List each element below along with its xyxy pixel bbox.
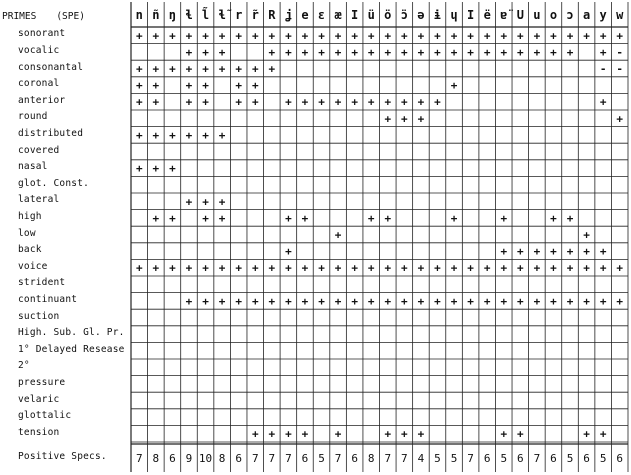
feature-mark: + bbox=[401, 45, 408, 59]
feature-mark: + bbox=[434, 29, 441, 43]
feature-mark: + bbox=[185, 261, 193, 275]
feature-mark: + bbox=[533, 245, 541, 259]
feature-mark: + bbox=[583, 261, 590, 275]
feature-mark: + bbox=[401, 261, 408, 275]
feature-mark: + bbox=[152, 261, 160, 275]
feature-mark: + bbox=[500, 427, 508, 441]
feature-mark: + bbox=[434, 95, 441, 109]
feature-mark: + bbox=[517, 427, 524, 441]
feature-mark: + bbox=[202, 195, 209, 209]
feature-mark: + bbox=[301, 211, 309, 225]
feature-mark: + bbox=[218, 211, 226, 225]
positive-spec-count: 7 bbox=[285, 452, 292, 465]
feature-label: sonorant bbox=[18, 28, 66, 40]
feature-mark: + bbox=[583, 245, 590, 259]
feature-mark: + bbox=[334, 45, 342, 59]
feature-label: tension bbox=[18, 426, 60, 438]
feature-mark: + bbox=[218, 128, 226, 142]
feature-mark: + bbox=[417, 29, 425, 43]
feature-mark: + bbox=[616, 294, 624, 308]
segment-header: ɛ bbox=[317, 8, 326, 22]
positive-spec-count: 6 bbox=[483, 452, 491, 465]
segment-header: ë bbox=[483, 8, 491, 22]
feature-mark: + bbox=[285, 95, 292, 109]
feature-mark: + bbox=[367, 95, 375, 109]
feature-mark: + bbox=[268, 261, 276, 275]
feature-mark: + bbox=[500, 29, 508, 43]
positive-spec-count: 6 bbox=[169, 452, 176, 465]
positive-spec-count: 7 bbox=[384, 452, 392, 465]
positive-spec-count: 5 bbox=[566, 452, 574, 465]
feature-mark: + bbox=[566, 29, 574, 43]
positive-spec-count: 6 bbox=[550, 452, 557, 465]
feature-mark: + bbox=[566, 45, 574, 59]
feature-mark: + bbox=[583, 294, 590, 308]
positive-spec-count: 7 bbox=[251, 452, 259, 465]
feature-label: pressure bbox=[18, 376, 66, 388]
feature-mark: + bbox=[334, 29, 342, 43]
feature-mark: + bbox=[450, 29, 458, 43]
feature-mark: + bbox=[218, 29, 226, 43]
feature-mark: + bbox=[169, 261, 176, 275]
feature-mark: + bbox=[268, 427, 276, 441]
feature-mark: + bbox=[152, 95, 160, 109]
feature-mark: + bbox=[185, 62, 193, 76]
feature-mark: + bbox=[517, 245, 524, 259]
feature-mark: + bbox=[367, 29, 375, 43]
segment-header: U bbox=[516, 8, 524, 22]
feature-mark: + bbox=[251, 29, 259, 43]
segment-header: o bbox=[549, 8, 558, 22]
positive-spec-count: 10 bbox=[198, 452, 213, 465]
feature-mark: + bbox=[185, 294, 193, 308]
feature-mark: + bbox=[251, 62, 259, 76]
feature-mark: + bbox=[202, 79, 209, 93]
feature-mark: + bbox=[318, 95, 325, 109]
positive-spec-count: 5 bbox=[434, 452, 441, 465]
positive-spec-count: 7 bbox=[467, 452, 474, 465]
feature-mark: + bbox=[152, 162, 160, 176]
feature-mark: + bbox=[599, 294, 607, 308]
feature-mark: + bbox=[285, 427, 292, 441]
feature-mark: + bbox=[500, 261, 508, 275]
feature-mark: + bbox=[301, 427, 309, 441]
feature-mark: + bbox=[517, 294, 524, 308]
feature-mark: + bbox=[251, 427, 259, 441]
feature-mark: + bbox=[202, 95, 209, 109]
feature-mark: + bbox=[218, 261, 226, 275]
feature-mark: + bbox=[517, 261, 524, 275]
feature-mark: + bbox=[450, 211, 458, 225]
feature-mark: + bbox=[599, 45, 607, 59]
feature-mark: + bbox=[500, 245, 508, 259]
feature-mark: + bbox=[251, 95, 259, 109]
feature-mark: + bbox=[235, 62, 242, 76]
feature-mark: + bbox=[450, 261, 458, 275]
feature-mark: + bbox=[334, 427, 342, 441]
feature-mark: + bbox=[301, 95, 309, 109]
feature-mark: + bbox=[202, 45, 209, 59]
feature-mark: + bbox=[533, 261, 541, 275]
feature-mark: + bbox=[583, 29, 590, 43]
segment-header: ɬ bbox=[185, 8, 193, 22]
positive-spec-count: 8 bbox=[367, 452, 375, 465]
feature-mark: + bbox=[450, 79, 458, 93]
feature-mark: + bbox=[434, 45, 441, 59]
segment-header: ɔ̈ bbox=[400, 8, 408, 22]
feature-label: consonantal bbox=[18, 61, 84, 73]
feature-mark: + bbox=[152, 79, 160, 93]
feature-mark: - bbox=[616, 62, 624, 76]
feature-label: coronal bbox=[18, 78, 60, 90]
feature-mark: + bbox=[384, 45, 392, 59]
feature-mark: + bbox=[268, 45, 276, 59]
feature-mark: + bbox=[135, 261, 143, 275]
feature-mark: + bbox=[616, 261, 624, 275]
feature-label: High. Sub. Gl. Pr. bbox=[18, 327, 125, 339]
feature-mark: + bbox=[334, 228, 342, 242]
feature-label: lateral bbox=[18, 194, 60, 206]
feature-mark: + bbox=[202, 29, 209, 43]
feature-mark: + bbox=[583, 427, 590, 441]
feature-mark: + bbox=[367, 211, 375, 225]
feature-mark: + bbox=[566, 245, 574, 259]
positive-spec-count: 5 bbox=[318, 452, 325, 465]
segment-header: ɔ bbox=[566, 8, 574, 22]
feature-mark: + bbox=[599, 427, 607, 441]
positive-specs-label: Positive Specs. bbox=[18, 451, 107, 462]
positive-spec-count: 5 bbox=[599, 452, 607, 465]
feature-mark: + bbox=[185, 95, 193, 109]
segment-header: I bbox=[351, 8, 359, 22]
feature-mark: + bbox=[401, 427, 408, 441]
positive-spec-count: 6 bbox=[616, 452, 624, 465]
segment-header: ɐ̈ bbox=[500, 8, 508, 22]
positive-spec-count: 6 bbox=[301, 452, 309, 465]
feature-mark: + bbox=[417, 294, 425, 308]
feature-mark: + bbox=[550, 45, 557, 59]
feature-mark: + bbox=[500, 294, 508, 308]
feature-label: velaric bbox=[18, 393, 60, 405]
segment-header: w bbox=[616, 8, 624, 22]
feature-label: 1° Delayed Resease bbox=[18, 343, 125, 355]
feature-mark: + bbox=[367, 294, 375, 308]
feature-mark: + bbox=[135, 95, 143, 109]
positive-spec-count: 8 bbox=[218, 452, 226, 465]
feature-mark: + bbox=[285, 211, 292, 225]
feature-label: glot. Const. bbox=[18, 177, 90, 189]
segment-header: e bbox=[301, 8, 309, 22]
feature-mark: + bbox=[566, 211, 574, 225]
feature-mark: + bbox=[434, 294, 441, 308]
feature-mark: + bbox=[401, 112, 408, 126]
feature-mark: + bbox=[384, 294, 392, 308]
feature-label: 2° bbox=[18, 360, 30, 372]
positive-spec-count: 6 bbox=[351, 452, 358, 465]
feature-mark: + bbox=[384, 95, 392, 109]
segment-header: ö bbox=[384, 8, 392, 22]
feature-mark: + bbox=[135, 62, 143, 76]
feature-mark: + bbox=[351, 261, 358, 275]
feature-mark: + bbox=[301, 29, 309, 43]
feature-mark: + bbox=[169, 211, 176, 225]
feature-mark: + bbox=[268, 294, 276, 308]
feature-mark: - bbox=[616, 45, 624, 59]
feature-mark: + bbox=[550, 211, 557, 225]
segment-header: æ bbox=[334, 8, 342, 22]
feature-mark: + bbox=[152, 62, 160, 76]
feature-mark: + bbox=[202, 294, 209, 308]
feature-mark: + bbox=[135, 162, 143, 176]
feature-mark: + bbox=[202, 261, 209, 275]
feature-mark: + bbox=[417, 427, 425, 441]
feature-label: strident bbox=[18, 277, 66, 289]
feature-mark: + bbox=[599, 245, 607, 259]
segment-header: ʝ bbox=[284, 8, 293, 22]
positive-spec-count: 7 bbox=[334, 452, 342, 465]
segment-header: ñ bbox=[152, 8, 160, 22]
feature-label: suction bbox=[18, 310, 60, 322]
feature-label: high bbox=[18, 210, 42, 222]
feature-mark: + bbox=[301, 261, 309, 275]
primes-label: PRIMES bbox=[2, 11, 37, 22]
positive-spec-count: 7 bbox=[533, 452, 541, 465]
feature-mark: + bbox=[135, 128, 143, 142]
feature-mark: + bbox=[169, 128, 176, 142]
segment-header: ɬ̃ bbox=[218, 8, 226, 22]
feature-mark: + bbox=[185, 195, 193, 209]
segment-header: a bbox=[582, 8, 591, 22]
feature-mark: + bbox=[351, 294, 358, 308]
feature-mark: + bbox=[202, 62, 209, 76]
feature-mark: + bbox=[318, 261, 325, 275]
feature-mark: + bbox=[318, 45, 325, 59]
feature-mark: + bbox=[285, 294, 292, 308]
feature-mark: + bbox=[533, 29, 541, 43]
feature-mark: + bbox=[251, 261, 259, 275]
positive-spec-count: 6 bbox=[517, 452, 524, 465]
feature-mark: + bbox=[483, 261, 491, 275]
segment-header: I bbox=[466, 8, 475, 22]
feature-mark: + bbox=[384, 261, 392, 275]
feature-mark: + bbox=[599, 95, 607, 109]
feature-mark: + bbox=[434, 261, 441, 275]
segment-header: l̃ bbox=[201, 8, 210, 22]
feature-mark: + bbox=[152, 29, 160, 43]
feature-mark: + bbox=[450, 294, 458, 308]
feature-mark: + bbox=[467, 45, 474, 59]
positive-spec-count: 6 bbox=[235, 452, 242, 465]
feature-label: low bbox=[18, 227, 36, 239]
feature-mark: + bbox=[483, 294, 491, 308]
feature-mark: + bbox=[235, 29, 242, 43]
feature-mark: + bbox=[401, 29, 408, 43]
feature-label: voice bbox=[18, 260, 48, 272]
feature-mark: + bbox=[401, 95, 408, 109]
feature-mark: + bbox=[235, 95, 242, 109]
feature-mark: + bbox=[285, 45, 292, 59]
feature-mark: + bbox=[467, 261, 474, 275]
feature-mark: + bbox=[384, 112, 392, 126]
feature-mark: + bbox=[185, 45, 193, 59]
feature-mark: + bbox=[467, 29, 474, 43]
feature-mark: + bbox=[550, 245, 557, 259]
feature-mark: + bbox=[202, 211, 209, 225]
feature-mark: + bbox=[318, 29, 325, 43]
feature-mark: + bbox=[218, 45, 226, 59]
positive-spec-count: 7 bbox=[401, 452, 408, 465]
feature-mark: + bbox=[351, 45, 358, 59]
feature-mark: + bbox=[417, 95, 425, 109]
segment-header: ü bbox=[367, 8, 375, 22]
feature-mark: + bbox=[351, 95, 358, 109]
segment-header: R bbox=[268, 8, 276, 22]
positive-spec-count: 5 bbox=[500, 452, 508, 465]
feature-mark: + bbox=[218, 195, 226, 209]
feature-mark: + bbox=[202, 128, 209, 142]
feature-mark: + bbox=[384, 427, 392, 441]
feature-mark: + bbox=[550, 261, 557, 275]
feature-mark: + bbox=[218, 294, 226, 308]
feature-mark: + bbox=[169, 62, 176, 76]
feature-mark: + bbox=[384, 211, 392, 225]
segment-header: ŋ bbox=[168, 8, 177, 22]
segment-header: n bbox=[135, 8, 143, 22]
feature-mark: + bbox=[583, 228, 590, 242]
segment-header: r bbox=[235, 8, 243, 22]
feature-mark: + bbox=[450, 45, 458, 59]
feature-label: glottalic bbox=[18, 410, 72, 422]
feature-mark: + bbox=[384, 29, 392, 43]
segment-header: ə bbox=[417, 8, 425, 22]
feature-label: continuant bbox=[18, 293, 78, 305]
feature-mark: + bbox=[616, 112, 624, 126]
positive-spec-count: 7 bbox=[268, 452, 276, 465]
feature-mark: + bbox=[483, 45, 491, 59]
feature-mark: + bbox=[185, 29, 193, 43]
feature-mark: + bbox=[500, 45, 508, 59]
feature-mark: + bbox=[517, 29, 524, 43]
positive-spec-count: 5 bbox=[450, 452, 458, 465]
feature-mark: + bbox=[301, 45, 309, 59]
segment-header: ɨ bbox=[433, 8, 442, 22]
feature-mark: + bbox=[301, 294, 309, 308]
feature-mark: + bbox=[135, 29, 143, 43]
feature-label: back bbox=[18, 244, 42, 256]
feature-mark: + bbox=[616, 29, 624, 43]
feature-mark: + bbox=[152, 211, 160, 225]
feature-mark: + bbox=[185, 128, 193, 142]
feature-mark: + bbox=[599, 261, 607, 275]
feature-mark: + bbox=[517, 45, 524, 59]
feature-mark: + bbox=[268, 62, 276, 76]
feature-mark: + bbox=[533, 45, 541, 59]
feature-mark: - bbox=[599, 62, 607, 76]
feature-mark: + bbox=[550, 294, 557, 308]
positive-spec-count: 4 bbox=[417, 452, 425, 465]
positive-spec-count: 6 bbox=[583, 452, 590, 465]
feature-mark: + bbox=[318, 294, 325, 308]
feature-mark: + bbox=[417, 112, 425, 126]
feature-mark: + bbox=[285, 261, 292, 275]
feature-mark: + bbox=[334, 261, 342, 275]
segment-header: ɥ bbox=[450, 8, 458, 22]
feature-mark: + bbox=[401, 294, 408, 308]
feature-mark: + bbox=[533, 294, 541, 308]
feature-mark: + bbox=[483, 29, 491, 43]
feature-mark: + bbox=[235, 79, 242, 93]
feature-mark: + bbox=[566, 261, 574, 275]
feature-mark: + bbox=[185, 79, 193, 93]
feature-mark: + bbox=[268, 29, 276, 43]
positive-spec-count: 7 bbox=[135, 452, 143, 465]
feature-label: vocalic bbox=[18, 44, 60, 56]
feature-mark: + bbox=[251, 294, 259, 308]
feature-mark: + bbox=[566, 294, 574, 308]
feature-mark: + bbox=[334, 294, 342, 308]
segment-header: u bbox=[533, 8, 541, 22]
feature-mark: + bbox=[235, 261, 242, 275]
feature-mark: + bbox=[417, 45, 425, 59]
feature-mark: + bbox=[285, 245, 292, 259]
positive-spec-count: 9 bbox=[185, 452, 193, 465]
feature-mark: + bbox=[152, 128, 160, 142]
feature-mark: + bbox=[500, 211, 508, 225]
positive-spec-count: 8 bbox=[152, 452, 160, 465]
feature-mark: + bbox=[550, 29, 557, 43]
feature-mark: + bbox=[599, 29, 607, 43]
feature-mark: + bbox=[251, 79, 259, 93]
feature-label: round bbox=[18, 111, 48, 123]
feature-label: nasal bbox=[18, 161, 48, 173]
feature-mark: + bbox=[367, 261, 375, 275]
feature-mark: + bbox=[334, 95, 342, 109]
feature-mark: + bbox=[135, 79, 143, 93]
feature-label: anterior bbox=[18, 94, 66, 106]
segment-header: r̃ bbox=[251, 8, 259, 22]
feature-mark: + bbox=[235, 294, 242, 308]
feature-mark: + bbox=[285, 29, 292, 43]
spe-label: (SPE) bbox=[56, 11, 85, 22]
feature-mark: + bbox=[169, 29, 176, 43]
feature-mark: + bbox=[169, 162, 176, 176]
feature-mark: + bbox=[218, 62, 226, 76]
feature-mark: + bbox=[367, 45, 375, 59]
feature-mark: + bbox=[351, 29, 358, 43]
feature-label: distributed bbox=[18, 127, 84, 139]
feature-mark: + bbox=[467, 294, 474, 308]
feature-mark: + bbox=[417, 261, 425, 275]
feature-label: covered bbox=[18, 144, 60, 156]
segment-header: y bbox=[599, 8, 607, 22]
